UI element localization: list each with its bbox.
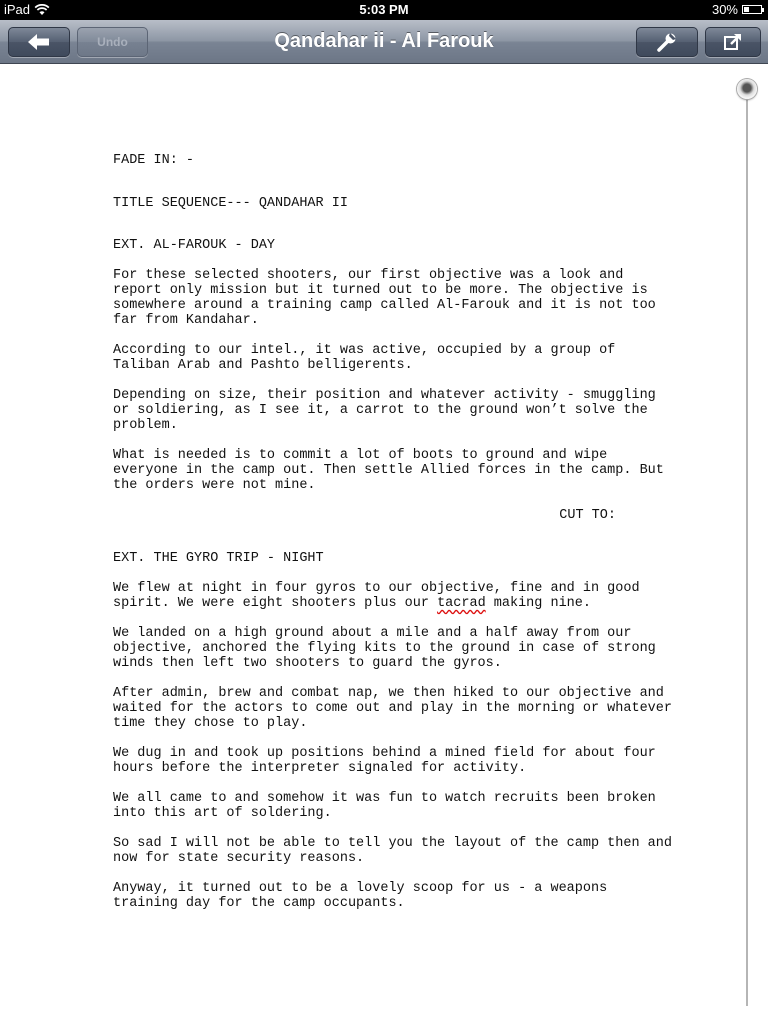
share-icon [723, 32, 743, 52]
share-button[interactable] [705, 27, 761, 57]
action-paragraph: Anyway, it turned out to be a lovely scoop for us - a weapons training day for the camp occupants. [113, 881, 608, 911]
screenplay-page[interactable] [113, 153, 673, 911]
spacer [113, 866, 673, 881]
spacer [113, 328, 673, 343]
back-button[interactable] [8, 27, 70, 57]
title-sequence: TITLE SEQUENCE--- QANDAHAR II [113, 196, 348, 211]
spacer [113, 821, 673, 836]
action-paragraph: According to our intel., it was active, occupied by a group of Taliban Arab and Pashto belligerents. [113, 343, 616, 373]
action-paragraph: We dug in and took up positions behind a mined field for about four hours before the interpreter signaled for activity. [113, 746, 656, 776]
spacer [113, 671, 673, 686]
spacer [113, 433, 673, 448]
spacer [113, 776, 673, 791]
tools-button[interactable] [636, 27, 698, 57]
action-paragraph: So sad I will not be able to tell you the layout of the camp then and now for state security reasons. [113, 836, 672, 866]
spacer [113, 523, 673, 551]
document-title: Qandahar ii - Al Farouk [274, 30, 494, 52]
action-text: We flew at night in four gyros to our objective, fine and in good spirit. We were eight shooters plus our [113, 581, 640, 611]
back-arrow-icon [26, 33, 52, 51]
misspelled-word[interactable]: tacrad [437, 596, 486, 611]
action-paragraph: After admin, brew and combat nap, we then hiked to our objective and waited for the actors to come out and play in the morning or whatever time they chose to play. [113, 686, 672, 731]
scene-heading-1: EXT. AL-FAROUK - DAY [113, 238, 276, 253]
scroll-thumb[interactable] [737, 79, 757, 99]
action-paragraph: Depending on size, their position and whatever activity - smuggling or soldiering, as I see it, a carrot to the ground won’t solve the problem. [113, 388, 656, 433]
status-time: 5:03 PM [359, 2, 409, 17]
action-paragraph: We landed on a high ground about a mile and a half away from our objective, anchored the flying kits to the ground in case of strong winds then left two shooters to guard the gyros. [113, 626, 656, 671]
action-paragraph: For these selected shooters, our first objective was a look and report only mission but it turned out to be more. The objective is somewhere around a training camp called Al-Farouk and it is not too far from Kandahar. [113, 268, 656, 328]
spacer [113, 731, 673, 746]
spacer [113, 566, 673, 581]
spacer [113, 168, 673, 196]
transition-fade-in: FADE IN: - [113, 153, 195, 168]
spacer [113, 211, 673, 238]
action-paragraph [113, 581, 673, 611]
scroll-track[interactable] [746, 90, 748, 1006]
undo-button[interactable]: Undo [77, 27, 148, 57]
spacer [113, 373, 673, 388]
spacer [113, 493, 673, 508]
spacer [113, 253, 673, 268]
action-paragraph: What is needed is to commit a lot of boots to ground and wipe everyone in the camp out. Then settle Allied forces in the camp. But the orders were not mine. [113, 448, 664, 493]
transition-cut-to: CUT TO: [559, 508, 616, 523]
device-name: iPad [4, 2, 31, 17]
spacer [113, 611, 673, 626]
navigation-toolbar [0, 20, 768, 64]
status-bar [0, 0, 768, 20]
action-paragraph: We all came to and somehow it was fun to watch recruits been broken into this art of soldering. [113, 791, 656, 821]
action-text: making nine. [485, 596, 591, 611]
scene-heading-2: EXT. THE GYRO TRIP - NIGHT [113, 551, 324, 566]
battery-icon [742, 5, 762, 14]
wrench-icon [656, 31, 678, 53]
battery-percent: 30% [711, 2, 738, 17]
